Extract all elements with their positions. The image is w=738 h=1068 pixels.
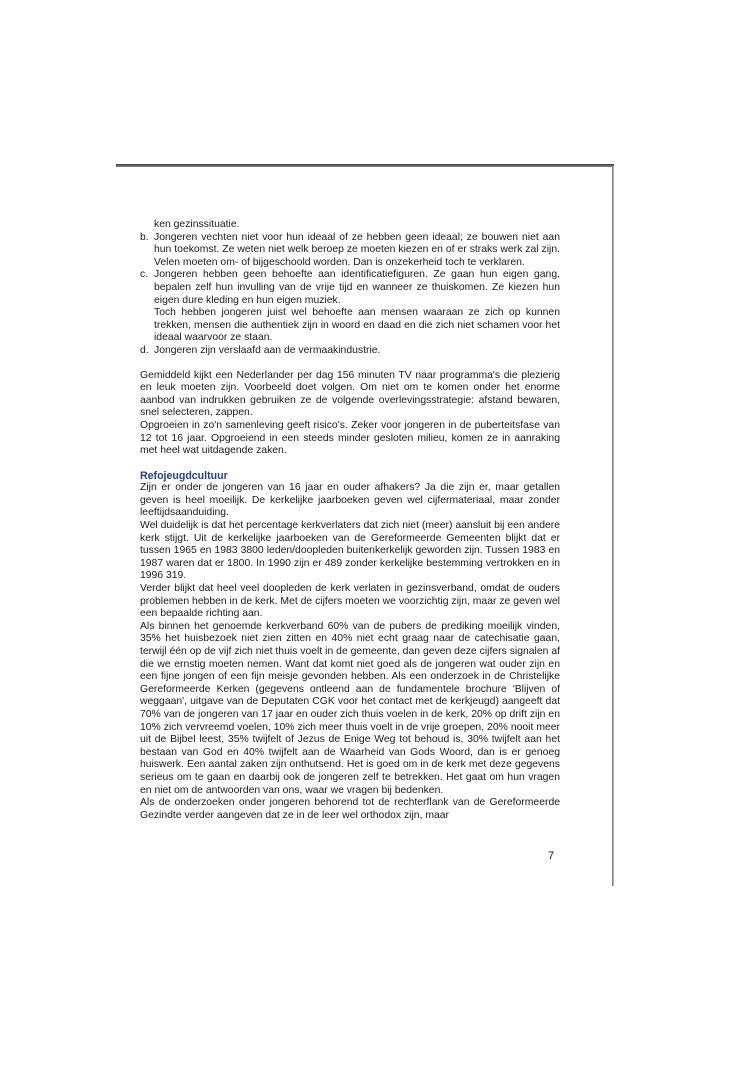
list-paragraph: Jongeren hebben geen behoefte aan identificatiefiguren. Ze gaan hun eigen gang, bepalen zelf hun invulling van de vrije tijd en wanneer ze thuiskomen. Ze kiezen hun eigen dure kleding en hun eigen muziek. [154, 269, 560, 306]
section-paragraph: Verder blijkt dat heel veel doopleden de kerk verlaten in gezinsverband, omdat de ouders problemen hebben in de kerk. Met de cijfers moeten we voorzichtig zijn, maar ze geven wel een bepaalde richting aan. [140, 583, 560, 620]
list-text [154, 232, 560, 270]
list-paragraph: Jongeren zijn verslaafd aan de vermaakindustrie. [154, 344, 381, 356]
list-text [154, 269, 560, 345]
section-paragraph: Als de onderzoeken onder jongeren behorend tot de rechterflank van de Gereformeerde Gezindte verder aangeven dat ze in de leer wel orthodox zijn, maar [140, 797, 560, 821]
page-content [140, 219, 560, 822]
intro-line: ken gezinssituatie. [154, 219, 240, 230]
page-right-edge [612, 166, 614, 886]
list-marker: b. [140, 231, 149, 243]
risk-paragraph: Opgroeien in zo'n samenleving geeft risico's. Zeker voor jongeren in de puberteitsfase van 12 tot 16 jaar. Opgroeiend in een steeds minder gesloten milieu, komen ze in aanraking met heel wat uitdagende zaken. [140, 419, 560, 457]
list-item-d [140, 345, 560, 358]
list-item-c [140, 269, 560, 345]
section-paragraph: Als binnen het genoemde kerkverband 60% van de pubers de prediking moeilijk vinden, 35% het huisbezoek niet zien zitten en 40% niet echt graag naar de catechisatie gaan, terwijl één op de vijf zich niet thuis voelt in de gemeente, dan geven deze cijfers signalen af die we ernstig moeten nemen. Want dat komt niet goed als de jongeren wat ouder zijn en een fijne jongen of een fijn meisje gevonden hebben. Als een onderzoek in de Christelijke Gereformeerde Kerken (gegevens ontleend aan de fundamentele brochure 'Blijven of weggaan', uitgave van de Deputaten CGK voor het contact met de kerkjeugd) aangeeft dat 70% van de jongeren van 17 jaar en ouder zich thuis voelen in de kerk, 20% op drift zijn en 10% zich vervreemd voelen, 10% zich meer thuis voelt in de vrije groepen, 20% nooit meer uit de Bijbel leest, 35% twijfelt of Jezus de Enige Weg tot behoud is, 30% twijfelt aan het bestaan van God en 40% twijfelt aan de Waarheid van Gods Woord, dan is er genoeg huiswerk. Een aantal zaken zijn onthutsend. Het is goed om in de kerk met deze gegevens serieus om te gaan en daarbij ook de jongeren zelf te betrekken. Het gaat om hun vragen en niet om de antwoorden van ons, waar we vragen bij bedenken. [140, 620, 560, 796]
page-top-edge [116, 164, 614, 167]
tv-paragraph: Gemiddeld kijkt een Nederlander per dag 156 minuten TV naar programma's die plezierig en leuk moeten zijn. Voorbeeld doet volgen. Om niet om te komen onder het enorme aanbod van indrukken gebruiken ze de volgende overlevingsstrategie: afstand bewaren, snel selecteren, zappen. [140, 369, 560, 419]
section-heading: Refojeugdcultuur [140, 469, 228, 482]
spacer [140, 358, 560, 370]
list-text [154, 345, 560, 358]
page-number: 7 [548, 850, 555, 862]
list-paragraph: Toch hebben jongeren juist wel behoefte aan mensen waaraan ze zich op kunnen trekken, mensen die authentiek zijn in woord en daad en die zich niet schamen voor het ideaal waarvoor ze staan. [154, 307, 560, 344]
spacer [140, 458, 560, 470]
list-marker: c. [140, 269, 149, 281]
section-paragraph: Wel duidelijk is dat het percentage kerkverlaters dat zich niet (meer) aansluit bij een andere kerk stijgt. Uit de kerkelijke jaarboeken van de Gereformeerde Gemeenten blijkt dat er tussen 1965 en 1983 3800 leden/doopleden buitenkerkelijk geworden zijn. Tussen 1983 en 1987 waren dat er 1800. In 1990 zijn er 489 zonder kerkelijke bestemming vertrokken en in 1996 319. [140, 520, 560, 582]
list-paragraph: Jongeren vechten niet voor hun ideaal of ze hebben geen ideaal; ze bouwen niet aan hun toekomst. Ze weten niet welk beroep ze moeten kiezen en of er straks werk zal zijn. Velen moeten om- of bijgeschoold worden. Dan is onzekerheid toch te verklaren. [154, 231, 560, 268]
section-paragraph: Zijn er onder de jongeren van 16 jaar en ouder afhakers? Ja die zijn er, maar getallen geven is heel moeilijk. De kerkelijke jaarboeken geven wel cijfermateriaal, maar zonder leeftijdsaanduiding. [140, 482, 560, 519]
list-marker: d. [140, 344, 149, 356]
list-item-b [140, 232, 560, 270]
